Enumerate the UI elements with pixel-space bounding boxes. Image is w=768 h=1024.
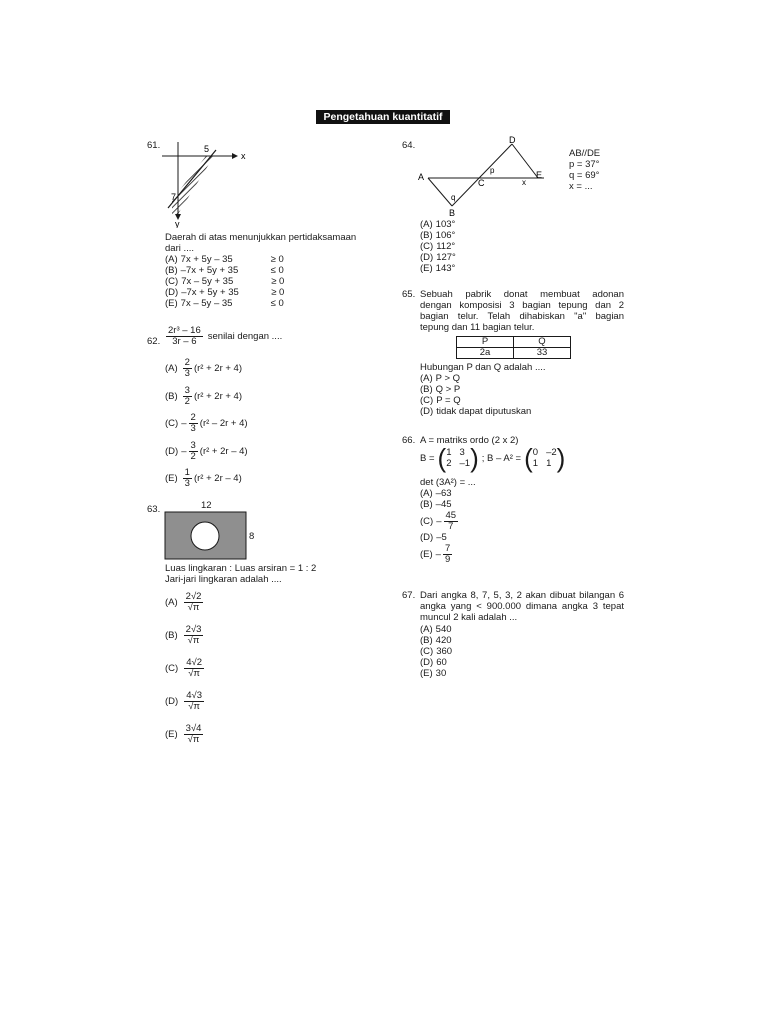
q64-info	[569, 148, 600, 192]
option-label: (B)	[420, 230, 433, 241]
q65-cell-q: 33	[514, 348, 571, 359]
option-numerator: 2√2	[185, 591, 202, 602]
option-row	[420, 488, 460, 499]
option-denominator: 2	[184, 395, 190, 407]
option-value: 112°	[436, 241, 456, 252]
option-row	[165, 685, 206, 718]
option-label: (C)	[165, 276, 179, 287]
option-fraction	[444, 511, 459, 532]
label-5: 5	[204, 144, 210, 154]
bracket-left: (	[437, 443, 447, 473]
q64-number: 64.	[402, 140, 416, 151]
q63-number: 63.	[147, 504, 161, 515]
q66-b-label: B =	[420, 452, 435, 464]
q61-number: 61.	[147, 140, 161, 151]
option-value: 360	[436, 646, 453, 657]
q61-text-1: Daerah di atas menunjukkan pertidaksamaan	[165, 232, 357, 243]
q63-body	[165, 563, 316, 585]
matrix-b-cell: –1	[459, 458, 471, 469]
option-expression: 7x + 5y – 35	[180, 254, 233, 265]
q62-fraction	[166, 326, 203, 347]
option-row	[165, 276, 356, 287]
option-sign: –	[181, 445, 187, 457]
option-value: 143°	[435, 263, 456, 274]
option-fraction	[183, 468, 192, 489]
option-relation: ≤ 0	[270, 265, 284, 276]
q65-text-1: Sebuah pabrik donat membuat adonan	[420, 289, 624, 300]
option-label: (D)	[165, 696, 179, 707]
segment-bd	[452, 144, 512, 206]
q63-figure	[164, 511, 248, 561]
option-row	[165, 298, 356, 309]
option-denominator: 9	[444, 553, 451, 565]
option-row	[420, 646, 452, 657]
option-value: 420	[435, 635, 452, 646]
q64-options	[420, 219, 456, 274]
q66-line1: A = matriks ordo (2 x 2)	[420, 435, 519, 446]
option-label: (D)	[165, 445, 179, 457]
q67-number: 67.	[402, 590, 416, 601]
option-label: (C)	[420, 395, 434, 406]
option-sign: –	[436, 515, 442, 527]
option-row	[420, 395, 546, 406]
q63-text-2: Jari-jari lingkaran adalah ....	[165, 574, 282, 585]
option-fraction	[189, 413, 198, 434]
option-label: (A)	[420, 373, 433, 384]
point-a: A	[418, 172, 425, 182]
option-label: (A)	[420, 488, 433, 499]
q61-body	[165, 232, 356, 309]
segment-de	[512, 144, 538, 178]
option-label: (E)	[165, 473, 178, 485]
option-row	[420, 543, 460, 565]
q63-text-1: Luas lingkaran : Luas arsiran = 1 : 2	[165, 563, 317, 574]
q67-text-1: Dari angka 8, 7, 5, 3, 2 akan dibuat bilangan 6	[420, 590, 624, 601]
option-fraction	[443, 544, 452, 565]
option-expression: (r² + 2r + 4)	[193, 390, 243, 402]
matrix-c-cell: 0	[532, 447, 539, 458]
q64-info-x: x = ...	[569, 181, 593, 192]
option-expression: 7x – 5y + 35	[181, 276, 234, 287]
q65-cell-p: 2a	[457, 348, 514, 359]
option-value: 30	[435, 668, 447, 679]
option-value: –63	[435, 488, 452, 499]
option-numerator: 3√4	[185, 723, 202, 734]
option-denominator: 2	[190, 450, 196, 462]
option-label: (B)	[420, 499, 433, 510]
q65-header-p: P	[457, 337, 514, 348]
option-row	[420, 241, 456, 252]
q67-body	[420, 590, 624, 623]
option-row	[165, 438, 248, 466]
option-denominator: 3	[184, 368, 190, 380]
label-y: y	[175, 219, 180, 228]
option-value: P = Q	[436, 395, 461, 406]
option-label: (A)	[165, 254, 178, 265]
q62-text: senilai dengan ....	[207, 331, 283, 342]
option-relation: ≤ 0	[270, 298, 284, 309]
option-relation: ≥ 0	[271, 287, 285, 298]
option-relation: ≥ 0	[270, 254, 284, 265]
option-row	[420, 624, 452, 635]
option-fraction	[184, 592, 204, 613]
matrix-b-cell: 2	[446, 458, 452, 469]
point-b: B	[449, 208, 456, 218]
option-label: (B)	[420, 384, 433, 395]
option-row	[420, 532, 460, 543]
q62-options	[165, 355, 248, 493]
option-fraction	[183, 386, 192, 407]
option-relation: ≥ 0	[271, 276, 285, 287]
option-row	[165, 383, 248, 411]
option-label: (E)	[420, 548, 433, 560]
option-numerator: 2	[190, 412, 196, 424]
option-row	[420, 635, 452, 646]
option-numerator: 4√2	[186, 657, 202, 668]
option-row	[420, 657, 452, 668]
q61-options	[165, 254, 356, 309]
option-row	[420, 263, 456, 274]
option-expression: (r² – 2r + 4)	[199, 418, 248, 430]
option-row	[165, 619, 206, 652]
matrix-b-cell: 3	[459, 447, 465, 458]
angle-q: q	[451, 193, 456, 202]
matrix-c-cell: 1	[546, 458, 552, 469]
option-label: (B)	[165, 630, 178, 641]
option-label: (D)	[420, 406, 434, 417]
option-value: –5	[436, 532, 447, 543]
q66-mid: ; B – A² =	[481, 452, 522, 464]
option-expression: –7x + 5y + 35	[181, 287, 239, 298]
option-numerator: 7	[444, 542, 451, 554]
q61-text-2: dari ....	[165, 243, 195, 254]
q61-graph	[160, 140, 250, 228]
option-fraction	[183, 358, 192, 379]
option-value: 540	[435, 624, 452, 635]
option-sign: –	[181, 418, 187, 430]
option-row	[420, 252, 456, 263]
option-label: (C)	[420, 646, 434, 657]
option-label: (E)	[165, 729, 178, 740]
option-row	[165, 586, 206, 619]
label-7: 7	[171, 192, 177, 202]
point-e: E	[536, 170, 543, 180]
q63-options	[165, 586, 206, 751]
option-row	[165, 465, 248, 493]
option-numerator: 2√3	[185, 624, 202, 635]
circle	[191, 522, 219, 550]
q65-header-q: Q	[514, 337, 571, 348]
q65-body	[420, 289, 624, 333]
option-label: (A)	[420, 219, 433, 230]
option-label: (D)	[420, 252, 434, 263]
q66-det: det (3A²) = ...	[420, 477, 476, 488]
section-title: Pengetahuan kuantitatif	[316, 110, 450, 124]
bracket-left: (	[524, 443, 533, 473]
option-value: 60	[436, 657, 447, 668]
option-value: tidak dapat diputuskan	[436, 406, 532, 417]
option-label: (C)	[165, 663, 179, 674]
option-row	[165, 652, 206, 685]
q66-options	[420, 488, 460, 565]
q64-info-p: p = 37°	[569, 159, 600, 170]
q65-question-text: Hubungan P dan Q adalah ....	[420, 362, 546, 373]
option-value: 103°	[435, 219, 456, 230]
angle-p: p	[490, 166, 495, 175]
option-denominator: 7	[448, 520, 454, 532]
q62-number: 62.	[147, 336, 161, 347]
bracket-right: )	[556, 443, 566, 473]
option-fraction	[184, 658, 204, 679]
matrix-c-cell: –2	[546, 447, 557, 458]
option-label: (C)	[420, 515, 434, 527]
option-expression: –7x + 5y + 35	[180, 265, 239, 276]
option-row	[420, 499, 460, 510]
option-row	[165, 265, 356, 276]
segment-ab	[428, 178, 452, 206]
q64-info-q: q = 69°	[569, 170, 600, 181]
point-d: D	[509, 135, 516, 145]
q64-info-parallel: AB//DE	[569, 148, 601, 159]
q62-numerator: 2r³ – 16	[168, 325, 201, 336]
option-row	[420, 384, 546, 395]
q65-number: 65.	[402, 289, 416, 300]
option-expression: 7x – 5y – 35	[180, 298, 233, 309]
option-expression: (r² + 2r – 4)	[199, 445, 248, 457]
option-label: (B)	[165, 265, 178, 276]
option-numerator: 1	[184, 467, 190, 479]
option-row	[420, 510, 460, 532]
q64-figure	[414, 134, 554, 218]
option-numerator: 3	[184, 384, 190, 396]
point-c: C	[478, 178, 485, 188]
option-fraction	[184, 625, 204, 646]
option-fraction	[189, 441, 198, 462]
option-denominator: √π	[188, 668, 200, 679]
q63-width-label: 12	[201, 500, 212, 511]
q67-text-2: angka yang < 900.000 dimana angka 3 tepat	[420, 601, 624, 612]
option-label: (E)	[420, 263, 433, 274]
option-denominator: √π	[187, 734, 200, 745]
matrix-c-cell: 1	[532, 458, 539, 469]
option-row	[165, 254, 356, 265]
option-label: (D)	[165, 287, 179, 298]
option-label: (C)	[420, 241, 434, 252]
option-row	[165, 410, 248, 438]
option-value: –45	[435, 499, 452, 510]
option-row	[165, 287, 356, 298]
q67-text-3: muncul 2 kali adalah ...	[420, 612, 518, 623]
option-row	[165, 355, 248, 383]
label-x: x	[241, 151, 246, 161]
option-sign: –	[435, 548, 441, 560]
q65-question	[420, 362, 546, 417]
option-label: (C)	[165, 418, 179, 430]
option-denominator: √π	[187, 635, 200, 646]
option-fraction	[184, 691, 204, 712]
option-label: (D)	[420, 657, 434, 668]
option-row	[420, 668, 452, 679]
option-label: (A)	[420, 624, 433, 635]
q66-matrices	[420, 445, 565, 471]
option-label: (B)	[165, 390, 178, 402]
option-fraction	[184, 724, 204, 745]
option-expression: (r² + 2r – 4)	[193, 473, 242, 485]
q62-denominator: 3r – 6	[172, 336, 197, 347]
option-value: P > Q	[435, 373, 461, 384]
option-value: 106°	[435, 230, 456, 241]
option-label: (A)	[165, 363, 178, 375]
option-denominator: 3	[190, 423, 196, 435]
option-row	[420, 373, 546, 384]
option-row	[420, 230, 456, 241]
matrix-b	[438, 445, 479, 471]
option-label: (E)	[420, 668, 433, 679]
option-label: (A)	[165, 597, 178, 608]
q65-text-3: bagian telur. Telah dihabiskan "a" bagian	[420, 311, 624, 322]
q63-height-label: 8	[249, 531, 255, 542]
option-numerator: 2	[184, 357, 190, 369]
matrix-b-cell: 1	[446, 447, 452, 458]
q67-options	[420, 624, 452, 679]
q65-table	[456, 336, 571, 359]
option-label: (E)	[165, 298, 178, 309]
option-value: Q > P	[435, 384, 461, 395]
option-numerator: 45	[445, 509, 457, 521]
option-denominator: √π	[187, 602, 200, 613]
bracket-right: )	[470, 443, 479, 473]
option-expression: (r² + 2r + 4)	[193, 363, 243, 375]
q65-options	[420, 373, 546, 417]
angle-x: x	[522, 178, 526, 187]
option-row	[420, 219, 456, 230]
option-label: (B)	[420, 635, 433, 646]
option-denominator: √π	[188, 701, 200, 712]
option-row	[165, 718, 206, 751]
option-numerator: 3	[190, 439, 196, 451]
q65-text-4: tepung dan 11 bagian telur.	[420, 322, 535, 333]
option-row	[420, 406, 546, 417]
option-value: 127°	[436, 252, 456, 263]
q65-text-2: dengan komposisi 3 bagian tepung dan 2	[420, 300, 624, 311]
x-arrow	[232, 153, 238, 159]
matrix-c	[524, 445, 565, 471]
option-label: (D)	[420, 532, 434, 543]
option-numerator: 4√3	[186, 690, 202, 701]
option-denominator: 3	[184, 478, 190, 490]
q66-number: 66.	[402, 435, 416, 446]
q62-question	[164, 326, 282, 347]
